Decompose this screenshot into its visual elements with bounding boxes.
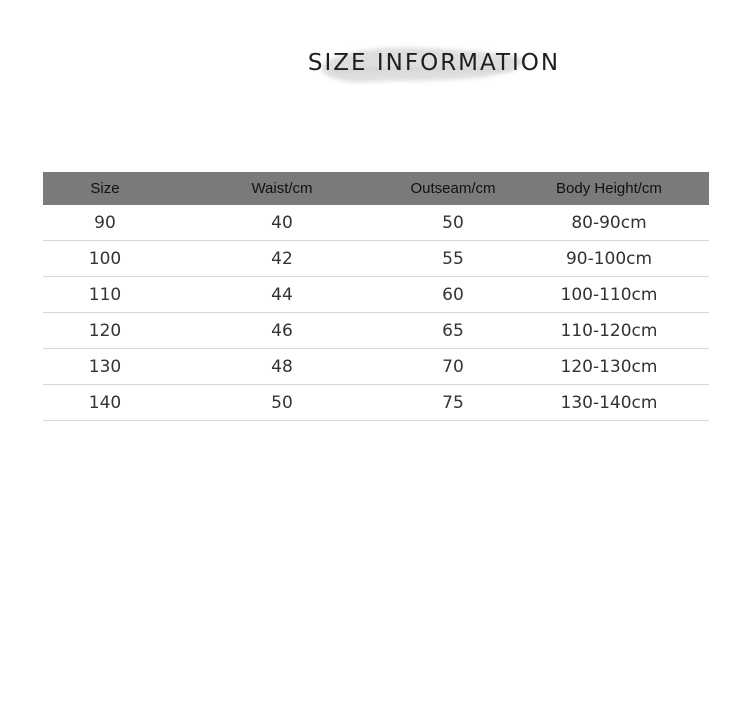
page-title: SIZE INFORMATION [307, 50, 561, 76]
cell-size: 110 [43, 277, 167, 313]
cell-body-height: 100-110cm [509, 277, 709, 313]
table-row [43, 385, 709, 421]
cell-size: 90 [43, 205, 167, 241]
cell-waist: 40 [167, 205, 397, 241]
header-body-height: Body Height/cm [509, 172, 709, 205]
cell-outseam: 70 [397, 349, 509, 385]
cell-waist: 46 [167, 313, 397, 349]
cell-waist: 50 [167, 385, 397, 421]
cell-body-height: 120-130cm [509, 349, 709, 385]
table-row [43, 349, 709, 385]
cell-size: 120 [43, 313, 167, 349]
cell-size: 100 [43, 241, 167, 277]
cell-outseam: 75 [397, 385, 509, 421]
table-header-row [43, 172, 709, 205]
header-outseam: Outseam/cm [397, 172, 509, 205]
cell-body-height: 110-120cm [509, 313, 709, 349]
cell-outseam: 60 [397, 277, 509, 313]
cell-waist: 42 [167, 241, 397, 277]
cell-body-height: 90-100cm [509, 241, 709, 277]
cell-body-height: 130-140cm [509, 385, 709, 421]
cell-size: 140 [43, 385, 167, 421]
cell-outseam: 50 [397, 205, 509, 241]
cell-size: 130 [43, 349, 167, 385]
table-row [43, 241, 709, 277]
table-row [43, 313, 709, 349]
table-row [43, 277, 709, 313]
cell-waist: 48 [167, 349, 397, 385]
cell-waist: 44 [167, 277, 397, 313]
header-size: Size [43, 172, 167, 205]
table-row [43, 205, 709, 241]
size-table [43, 172, 709, 421]
cell-outseam: 65 [397, 313, 509, 349]
cell-body-height: 80-90cm [509, 205, 709, 241]
title-block [300, 36, 570, 96]
cell-outseam: 55 [397, 241, 509, 277]
header-waist: Waist/cm [167, 172, 397, 205]
